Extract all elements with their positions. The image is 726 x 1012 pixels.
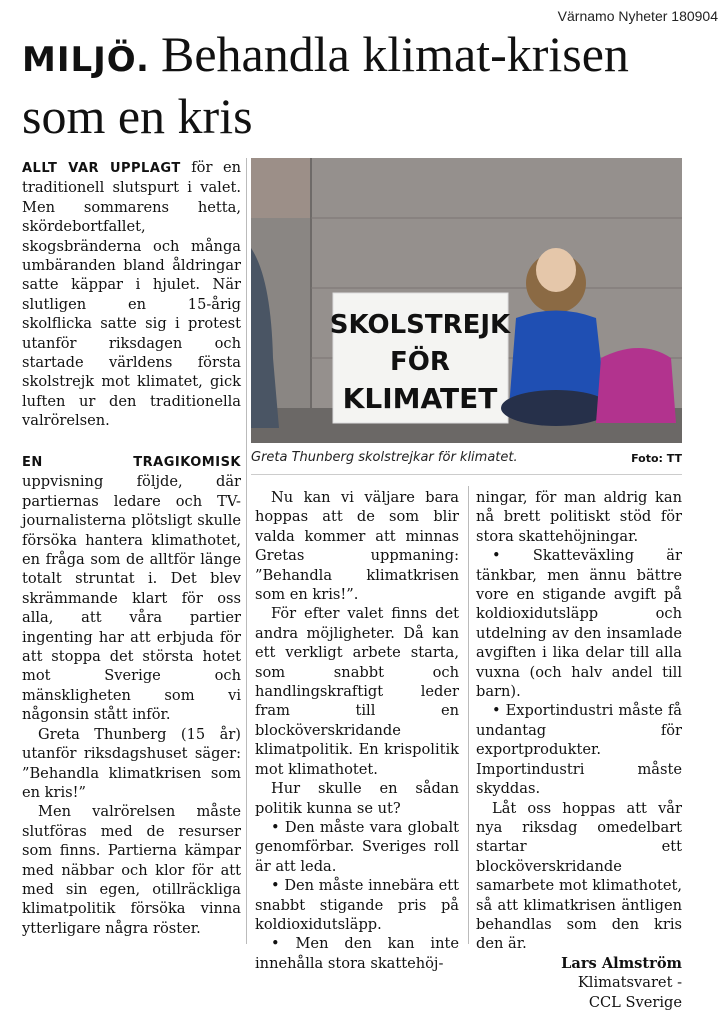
- sign-line-3: KLIMATET: [342, 382, 498, 415]
- paragraph: • Exportindustri måste få undantag för exportprodukter. Importindustri måste skyddas.: [476, 702, 682, 798]
- paragraph: Men valrörelsen måste slutföras med de resurser som finns. Partierna kämpar med näbbar och klor för att med sin egen, otillräckliga klimatpolitik försöka vinna ytterligare några röster.: [22, 803, 241, 937]
- paragraph: [22, 158, 241, 431]
- news-photo: [251, 158, 682, 443]
- headline-text: Behandla klimat-krisen som en kris: [22, 26, 629, 144]
- paragraph: • Den måste vara globalt genomförbar. Sveriges roll är att leda.: [255, 818, 459, 875]
- author-role-1: Klimatsvaret -: [577, 974, 682, 992]
- paragraph: • Den måste innebära ett snabbt stigande pris på koldioxidutsläpp.: [255, 877, 459, 933]
- sign-line-1: SKOLSTREJK: [329, 310, 511, 340]
- column-3: [476, 488, 682, 1012]
- paragraph: Greta Thunberg (15 år) utanför riksdagshuset säger: ”Behandla klimatkrisen som en kris!”: [22, 725, 241, 801]
- paragraph: • Men den kan inte innehålla stora skattehöj-: [255, 935, 459, 972]
- paragraph: ningar, för man aldrig kan nå brett politiskt stöd för stora skattehöjningar.: [476, 489, 682, 545]
- column-1-lower: [22, 452, 241, 938]
- lead-in: EN TRAGIKOMISK: [22, 455, 241, 470]
- author-name: Lars Almström: [561, 954, 682, 972]
- headline-kicker: MILJÖ.: [22, 40, 150, 80]
- paragraph: • Skatteväxling är tänkbar, men ännu bättre vore en stigande avgift på koldioxidutsläpp och utdelning av den insamlade avgiften i lika delar till alla vuxna (och halv andel till barn).: [476, 547, 682, 701]
- paragraph: Nu kan vi väljare bara hoppas att de som blir valda kommer att minnas Gretas uppmaning: ”Behandla klimatkrisen som en kris!”.: [255, 489, 459, 604]
- caption-rule: [251, 474, 682, 475]
- column-rule: [246, 158, 247, 944]
- author-role-2: CCL Sverige: [588, 993, 682, 1011]
- column-2: [255, 488, 459, 973]
- sign-line-2: FÖR: [390, 347, 450, 377]
- paragraph: Hur skulle en sådan politik kunna se ut?: [255, 780, 459, 817]
- source-line: Värnamo Nyheter 180904: [557, 8, 718, 24]
- paragraph: Låt oss hoppas att vår nya riksdag omedelbart startar ett blocköverskridande samarbete mot klimathotet, så att klimatkrisen äntligen behandlas som den kris den är.: [476, 799, 682, 953]
- photo-illustration: [251, 158, 682, 443]
- photo-credit: Foto: TT: [631, 452, 682, 465]
- column-rule: [468, 486, 469, 944]
- column-1: [22, 158, 241, 431]
- lead-in: ALLT VAR UPPLAGT: [22, 161, 181, 176]
- photo-caption: Greta Thunberg skolstrejkar för klimatet.: [251, 450, 518, 465]
- headline: [22, 26, 702, 150]
- paragraph: För efter valet finns det andra möjligheter. Då kan ett verkligt arbete starta, som snabbt och handlingskraftigt leder fram till en blocköverskridande klimatpolitik. En krispolitik mot klimathotet.: [255, 605, 459, 778]
- paragraph: [22, 452, 241, 725]
- paragraph-text: för en traditionell slutspurt i valet. Men sommarens hetta, skördebortfallet, skogsbränderna och många umbäranden bland åldringar satte käppar i hjulet. När slutligen en 15-årig skolflicka satte sig i protest utanför riksdagen och startade världens första skolstrejk mot klimatet, gick luften ur den traditionella valrörelsen.: [22, 159, 242, 430]
- paragraph-text: uppvisning följde, där partiernas ledare och TV-journalisterna plötsligt skulle försöka hantera klimathotet, en fråga som de alltför länge totalt struntat i. Det blev skrämmande klart för oss alla, att våra partier ingenting har att erbjuda för att stoppa det största hotet mot Sverige och mänskligheten som vi någonsin stått inför.: [22, 473, 241, 724]
